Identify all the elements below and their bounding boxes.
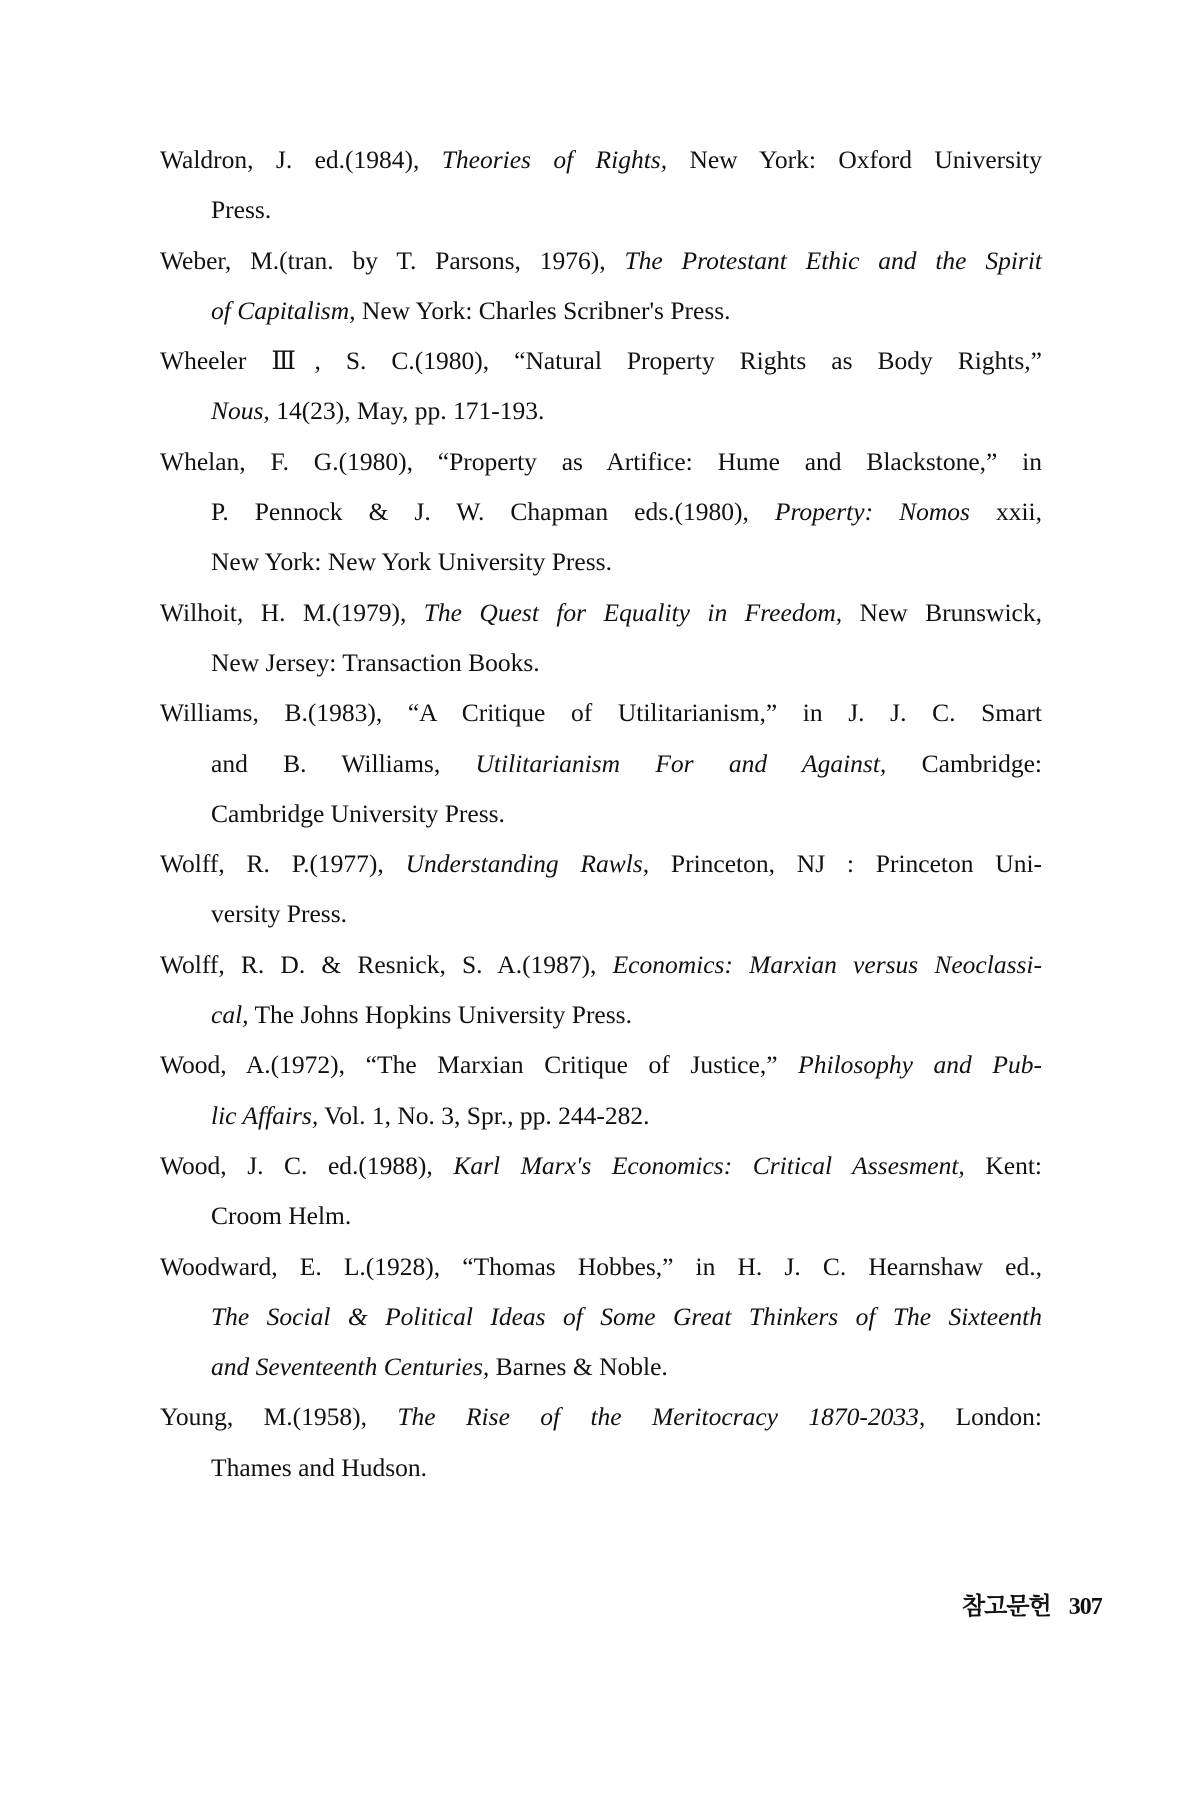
page-number: 307 [1068,1594,1102,1620]
reference-text: Wheeler Ⅲ, S. C.(1980), “Natural Property Rights as Body Rights,” [160,346,1042,376]
reference-line [160,286,1042,336]
reference-entry [160,336,1042,437]
reference-title-text: The Quest for Equality in Freedom, [423,597,843,627]
reference-text: Princeton, NJ : Princeton Uni- [649,849,1043,879]
reference-line [160,1392,1042,1442]
reference-text: Barnes & Noble. [489,1352,668,1382]
reference-line [160,386,1042,436]
reference-line [160,1191,1042,1241]
reference-entry [160,135,1042,236]
reference-title-text: cal, [211,1000,249,1030]
reference-title-text: The Social & Political Ideas of Some Great Thinkers of The Sixteenth [211,1301,1042,1331]
reference-title-text: Nous, [211,396,270,426]
reference-line [160,135,1042,185]
reference-line [160,588,1042,638]
reference-entry [160,437,1042,588]
reference-line [160,1091,1042,1141]
reference-text: Waldron, J. ed.(1984), [160,145,442,174]
reference-line [160,236,1042,286]
reference-text: 14(23), May, pp. 171-193. [269,396,545,426]
reference-line [160,688,1042,738]
reference-text: New York: Oxford University [667,145,1042,174]
reference-text: New Jersey: Transaction Books. [211,647,540,677]
reference-text: Wolff, R. D. & Resnick, S. A.(1987), [160,949,613,979]
reference-text: The Johns Hopkins University Press. [248,1000,632,1030]
reference-text: Thames and Hudson. [211,1452,428,1482]
reference-title-text: Understanding Rawls, [405,849,650,879]
reference-entry [160,1141,1042,1242]
page-footer [962,1586,1102,1621]
reference-line [160,990,1042,1040]
reference-line [160,1292,1042,1342]
reference-title-text: and Seventeenth Centuries, [211,1352,490,1382]
reference-entry [160,236,1042,337]
reference-text: Vol. 1, No. 3, Spr., pp. 244-282. [318,1100,650,1130]
reference-text: New Brunswick, [842,597,1042,627]
reference-text: and B. Williams, [211,748,476,778]
reference-line [160,336,1042,386]
reference-line [160,1443,1042,1493]
reference-entry [160,1040,1042,1141]
reference-title-text: Philosophy and Pub- [798,1050,1042,1080]
reference-text: Woodward, E. L.(1928), “Thomas Hobbes,” in H. J. C. Hearnshaw ed., [160,1251,1042,1281]
reference-text: Whelan, F. G.(1980), “Property as Artifice: Hume and Blackstone,” in [160,446,1042,476]
reference-title-text: Property: Nomos [774,497,970,527]
reference-title-text: lic Affairs, [211,1100,319,1130]
reference-title-text: The Rise of the Meritocracy 1870-2033, [397,1402,926,1432]
reference-title-text: Utilitarianism For and Against, [475,748,887,778]
reference-line [160,1242,1042,1292]
reference-text: Weber, M.(tran. by T. Parsons, 1976), [160,245,625,275]
reference-text: xxii, [969,497,1042,527]
reference-text: Press. [211,195,272,225]
reference-text: Cambridge: [886,748,1043,778]
reference-entry [160,588,1042,689]
reference-line [160,638,1042,688]
reference-entry [160,688,1042,839]
reference-text: Young, M.(1958), [160,1402,398,1432]
reference-line [160,839,1042,889]
reference-text: Wood, A.(1972), “The Marxian Critique of Justice,” [160,1050,799,1080]
reference-line [160,185,1042,235]
running-section-title: 참고문헌 [962,1592,1051,1620]
reference-line [160,1141,1042,1191]
reference-text: P. Pennock & J. W. Chapman eds.(1980), [211,497,775,527]
reference-line [160,940,1042,990]
reference-text: New York: Charles Scribner's Press. [355,295,731,325]
reference-entry [160,1242,1042,1393]
reference-text: Kent: [964,1150,1043,1180]
reference-line [160,789,1042,839]
reference-title-text: Karl Marx's Economics: Critical Assesment, [453,1150,965,1180]
reference-entry [160,1392,1042,1493]
reference-text: New York: New York University Press. [211,547,612,577]
reference-line [160,739,1042,789]
reference-text: Williams, B.(1983), “A Critique of Utilitarianism,” in J. J. C. Smart [160,698,1042,728]
reference-entry [160,940,1042,1041]
reference-text: Wilhoit, H. M.(1979), [160,597,424,627]
reference-line [160,437,1042,487]
reference-title-text: Economics: Marxian versus Neoclassi- [612,949,1043,979]
reference-text: Croom Helm. [211,1201,352,1231]
reference-text: Wood, J. C. ed.(1988), [160,1150,454,1180]
reference-line [160,487,1042,537]
reference-line [160,1342,1042,1392]
reference-entry [160,839,1042,940]
reference-line [160,889,1042,939]
reference-text: versity Press. [211,899,347,929]
reference-title-text: Theories of Rights, [441,145,668,174]
reference-text: Wolff, R. P.(1977), [160,849,406,879]
reference-title-text: of Capitalism, [211,295,356,325]
reference-line [160,1040,1042,1090]
reference-line [160,537,1042,587]
reference-title-text: The Protestant Ethic and the Spirit [624,245,1042,275]
reference-text: Cambridge University Press. [211,798,505,828]
reference-list [160,135,1042,1493]
reference-text: London: [925,1402,1042,1432]
